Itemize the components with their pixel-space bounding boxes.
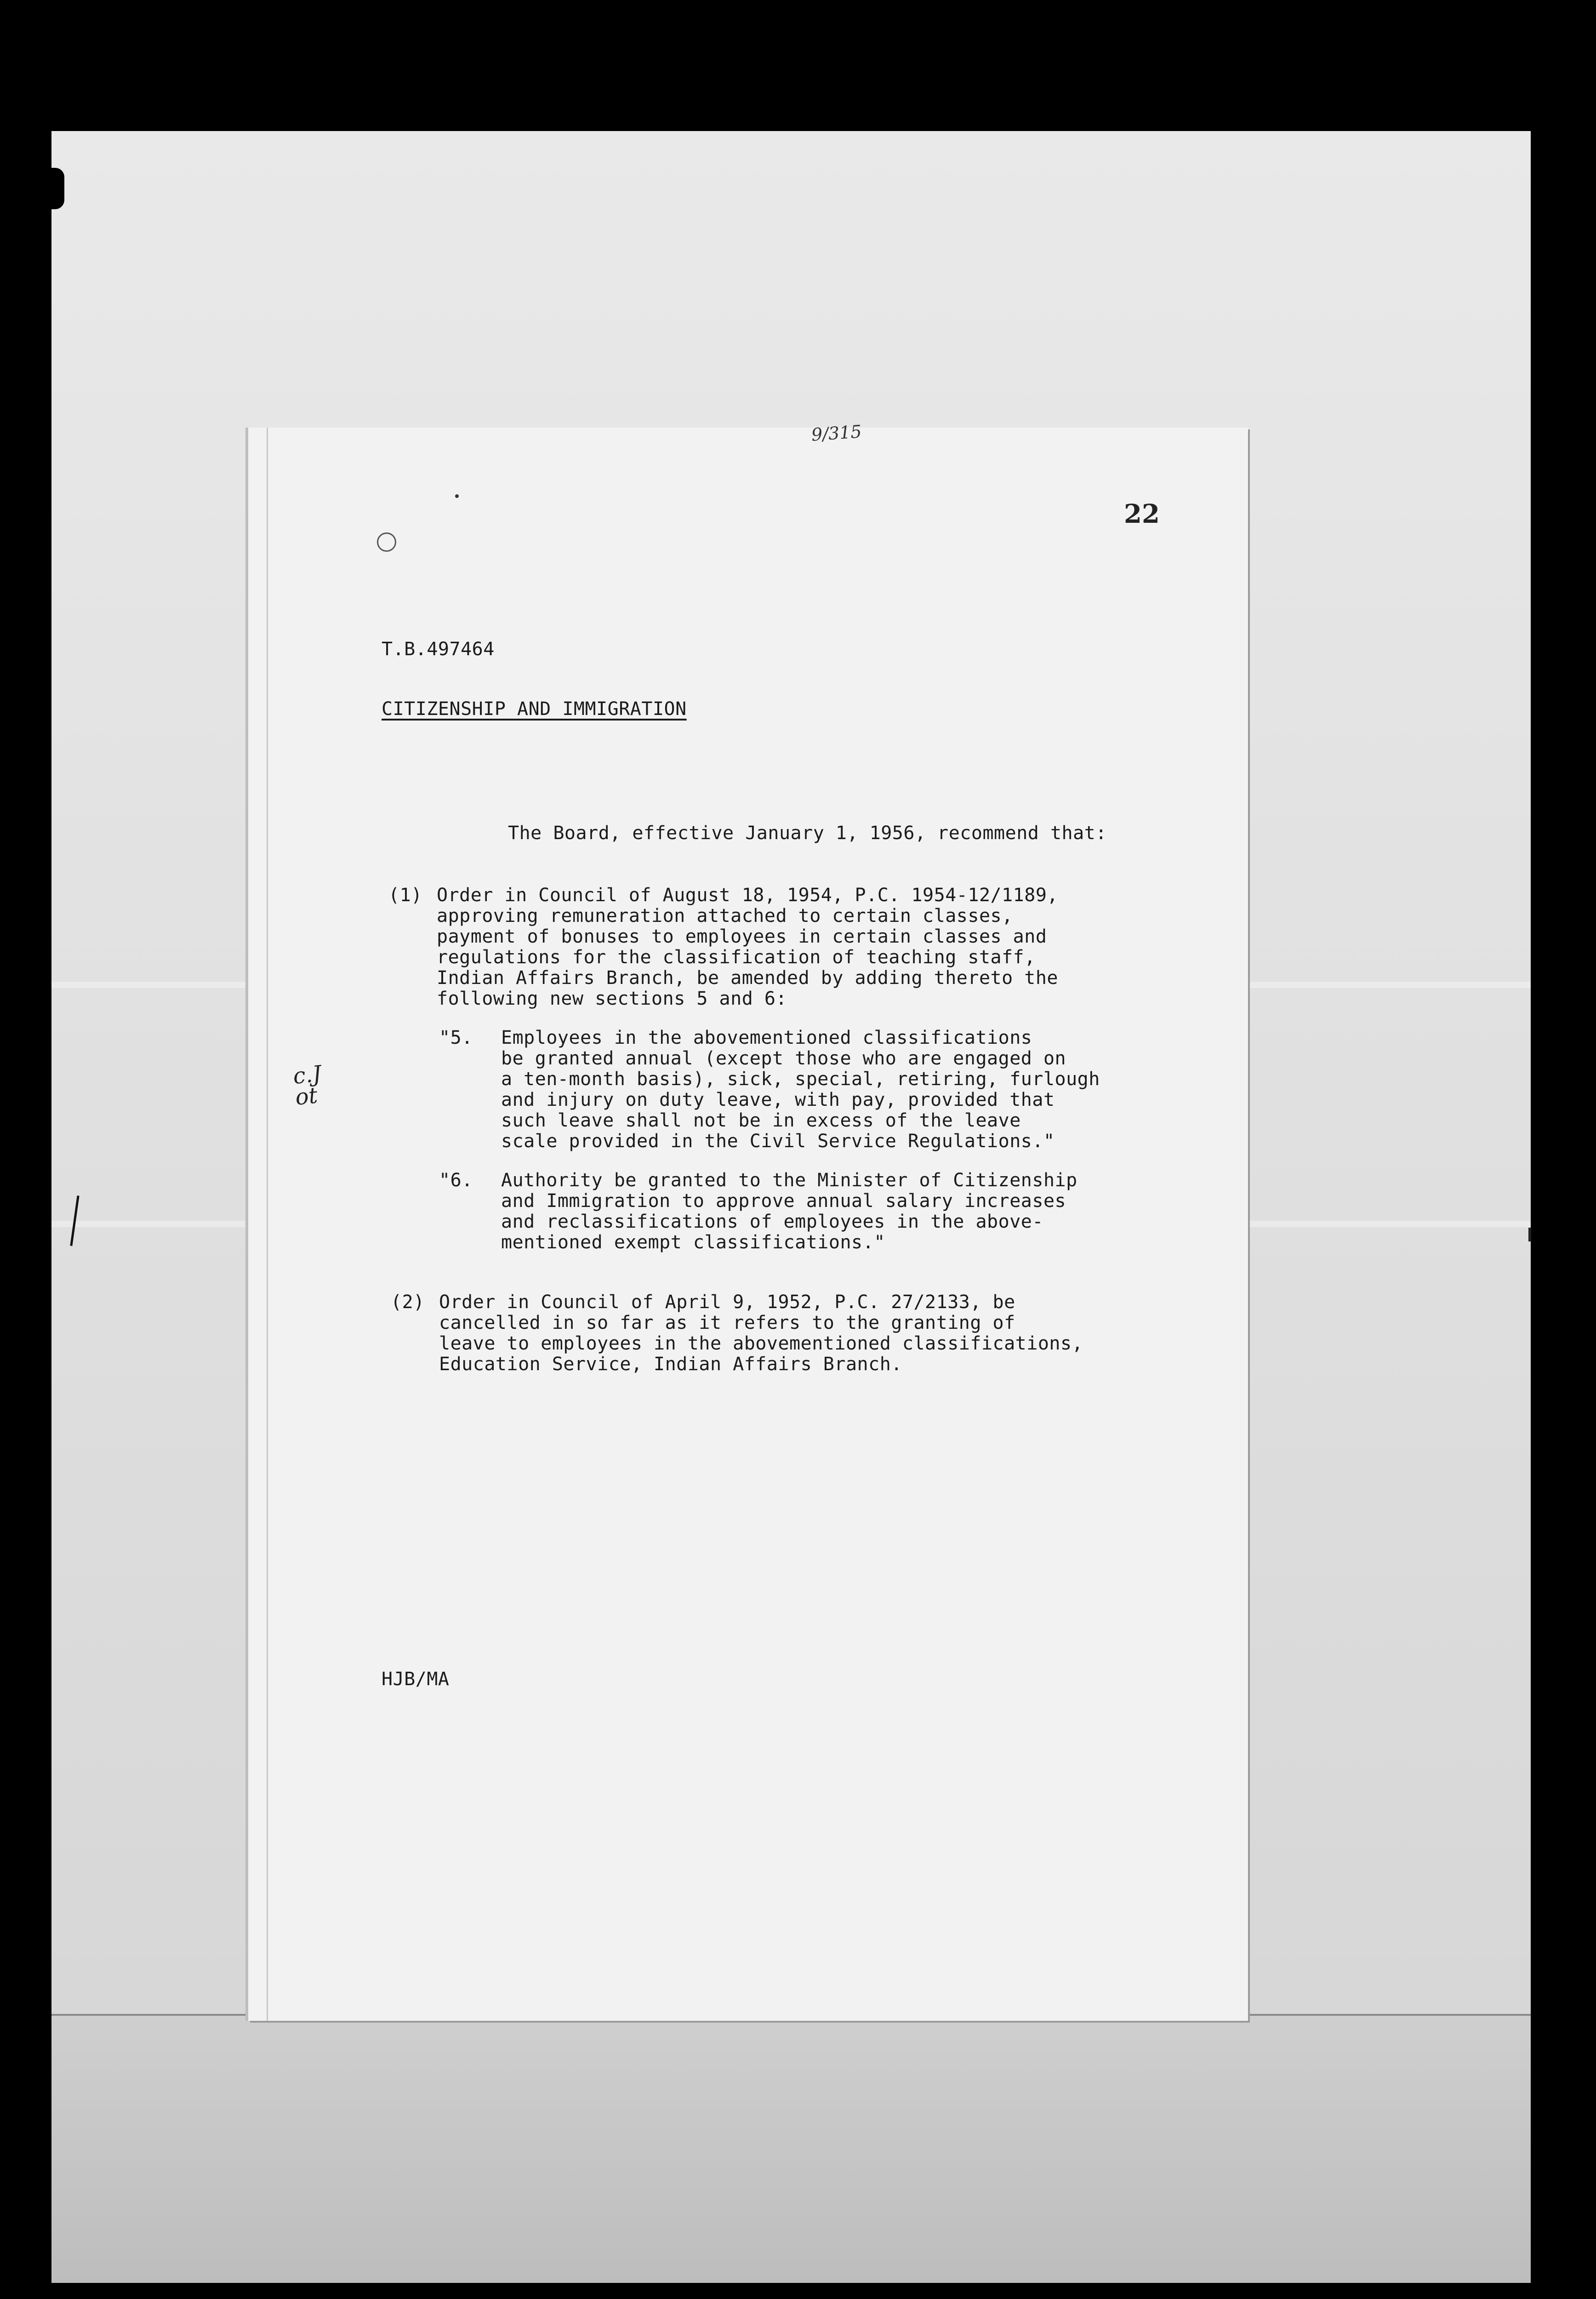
file-reference: 9/315 (810, 421, 862, 445)
item-1-line: Indian Affairs Branch, be amended by adding thereto the (437, 967, 1059, 989)
item-2-line: Education Service, Indian Affairs Branch. (439, 1354, 902, 1375)
item-1-label: (1) (388, 885, 422, 906)
section-6-line: Authority be granted to the Minister of Citizenship (501, 1170, 1077, 1191)
edge-mark (1528, 1228, 1531, 1241)
backing-lower-band (51, 2014, 1531, 2283)
item-2-line: cancelled in so far as it refers to the granting of (439, 1312, 1015, 1333)
section-5-line: Employees in the abovementioned classifications (501, 1027, 1032, 1048)
section-5-label: "5. (439, 1027, 473, 1048)
item-1-line: following new sections 5 and 6: (437, 988, 787, 1009)
handwritten-margin-note (292, 1063, 325, 1108)
page-number: 22 (1124, 499, 1160, 529)
section-5-line: a ten-month basis), sick, special, retiring, furlough (501, 1069, 1100, 1090)
item-1-line: payment of bonuses to employees in certain classes and (437, 926, 1047, 947)
section-5-line: and injury on duty leave, with pay, provided that (501, 1089, 1055, 1110)
section-6-line: and reclassifications of employees in the above- (501, 1211, 1043, 1232)
item-1-line: Order in Council of August 18, 1954, P.C. 1954-12/1189, (437, 885, 1059, 906)
item-1-line: approving remuneration attached to certain classes, (437, 905, 1013, 926)
intro-paragraph: The Board, effective January 1, 1956, recommend that: (508, 823, 1107, 844)
item-1-line: regulations for the classification of teaching staff, (437, 947, 1036, 968)
margin-note-line: ot (294, 1082, 319, 1110)
section-5-line: scale provided in the Civil Service Regulations." (501, 1131, 1055, 1152)
item-2-line: Order in Council of April 9, 1952, P.C. 27/2133, be (439, 1292, 1015, 1313)
margin-note-line: c.J (291, 1061, 323, 1090)
sheet-fold-edge (267, 428, 268, 2021)
item-2-label: (2) (391, 1292, 425, 1313)
film-notch (46, 168, 64, 209)
initials: HJB/MA (382, 1669, 450, 1690)
item-2-line: leave to employees in the abovementioned classifications, (439, 1333, 1083, 1354)
department-heading: CITIZENSHIP AND IMMIGRATION (382, 698, 687, 720)
section-6-line: and Immigration to approve annual salary increases (501, 1190, 1066, 1212)
speck (455, 494, 459, 498)
section-5-line: be granted annual (except those who are engaged on (501, 1048, 1066, 1069)
document-sheet (248, 421, 1248, 2021)
section-5-line: such leave shall not be in excess of the leave (501, 1110, 1021, 1131)
punch-hole-icon (377, 532, 396, 552)
section-6-line: mentioned exempt classifications." (501, 1232, 885, 1253)
tb-number: T.B.497464 (382, 639, 495, 660)
section-6-label: "6. (439, 1170, 473, 1191)
